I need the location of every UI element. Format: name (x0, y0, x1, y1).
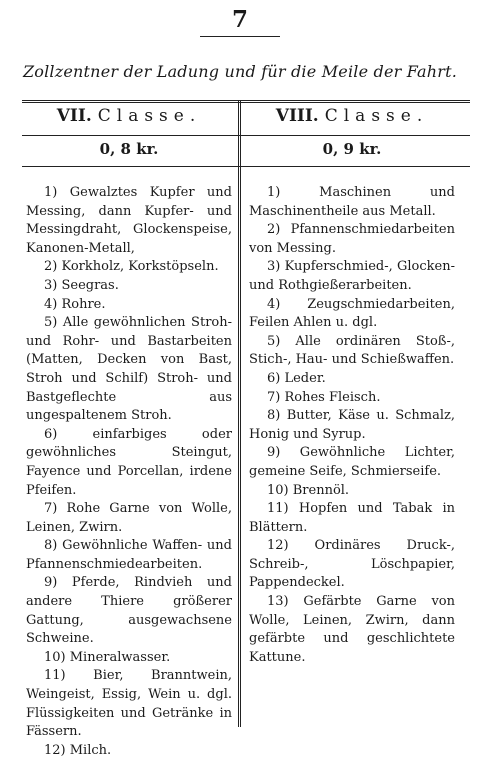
list-item: 2) Pfannenschmiedarbeiten von Messing. (249, 222, 455, 256)
class-word: Classe. (97, 106, 202, 126)
class-title-viii (249, 106, 455, 126)
page-heading: Zollzentner der Ladung und für die Meile der Fahrt. (22, 62, 458, 81)
list-item: 10) Mineralwasser. (44, 649, 171, 665)
class-price-vii: 0, 8 kr. (99, 140, 159, 158)
list-item: 4) Zeugschmiedarbeiten, Feilen Ahlen u. dgl. (249, 296, 455, 331)
class-title-vii (26, 106, 232, 126)
tariff-table (22, 100, 470, 758)
page-number: 7 (231, 6, 248, 33)
list-item: 8) Gewöhnliche Waffen- und Pfannenschmiedearbeiten. (26, 538, 232, 572)
list-item: 8) Butter, Käse u. Schmalz, Honig und Syrup. (249, 408, 455, 442)
class-numeral: VIII. (275, 106, 319, 126)
table-top-rule (22, 100, 470, 103)
list-item: 5) Alle gewöhnlichen Stroh- und Rohr- und Bastarbeiten (Matten, Decken von Bast, Stroh und Schilf) Stroh- und Bastgeflechte aus ungespaltenem Stroh. (26, 315, 232, 424)
list-item: 6) Leder. (267, 370, 326, 386)
list-item: 1) Gewalztes Kupfer und Messing, dann Kupfer- und Messingdraht, Glockenspeise, Kanonen-Metall, (26, 185, 232, 256)
list-item: 7) Rohe Garne von Wolle, Leinen, Zwirn. (26, 501, 232, 535)
column-divider (238, 100, 241, 727)
list-item: 9) Gewöhnliche Lichter, gemeine Seife, Schmierseife. (249, 445, 455, 479)
list-item: 7) Rohes Fleisch. (267, 389, 381, 405)
header-rule (22, 135, 470, 136)
list-item: 4) Rohre. (44, 296, 106, 312)
list-item: 3) Kupferschmied-, Glocken- und Rothgießerarbeiten. (249, 259, 455, 293)
list-item: 13) Gefärbte Garne von Wolle, Leinen, Zwirn, dann gefärbte und geschlichtete Kattune. (249, 594, 455, 665)
list-item: 3) Seegras. (44, 277, 119, 293)
list-item: 9) Pferde, Rindvieh und andere Thiere größerer Gattung, ausgewachsene Schweine. (26, 575, 232, 647)
list-item: 2) Korkholz, Korkstöpseln. (44, 259, 219, 275)
list-item: 12) Ordinäres Druck-, Schreib-, Löschpapier, Pappendeckel. (249, 538, 455, 591)
list-item: 11) Hopfen und Tabak in Blättern. (249, 501, 455, 535)
goods-list-viii (249, 184, 455, 667)
list-item: 6) einfarbiges oder gewöhnliches Steingut, Fayence und Porcellan, irdene Pfeifen. (26, 426, 232, 498)
list-item: 1) Maschinen und Maschinentheile aus Metall. (249, 185, 455, 219)
goods-list-vii (26, 184, 232, 760)
class-numeral: VII. (56, 106, 92, 126)
price-rule (22, 166, 470, 167)
class-price-viii: 0, 9 kr. (322, 140, 382, 158)
page-number-rule (200, 36, 280, 37)
class-word: Classe. (324, 106, 429, 126)
list-item: 5) Alle ordinären Stoß-, Stich-, Hau- und Schießwaffen. (249, 333, 455, 368)
list-item: 12) Milch. (44, 742, 112, 758)
list-item: 10) Brennöl. (267, 482, 350, 498)
list-item: 11) Bier, Branntwein, Weingeist, Essig, Wein u. dgl. Flüssigkeiten und Getränke in Fässern. (26, 668, 232, 740)
